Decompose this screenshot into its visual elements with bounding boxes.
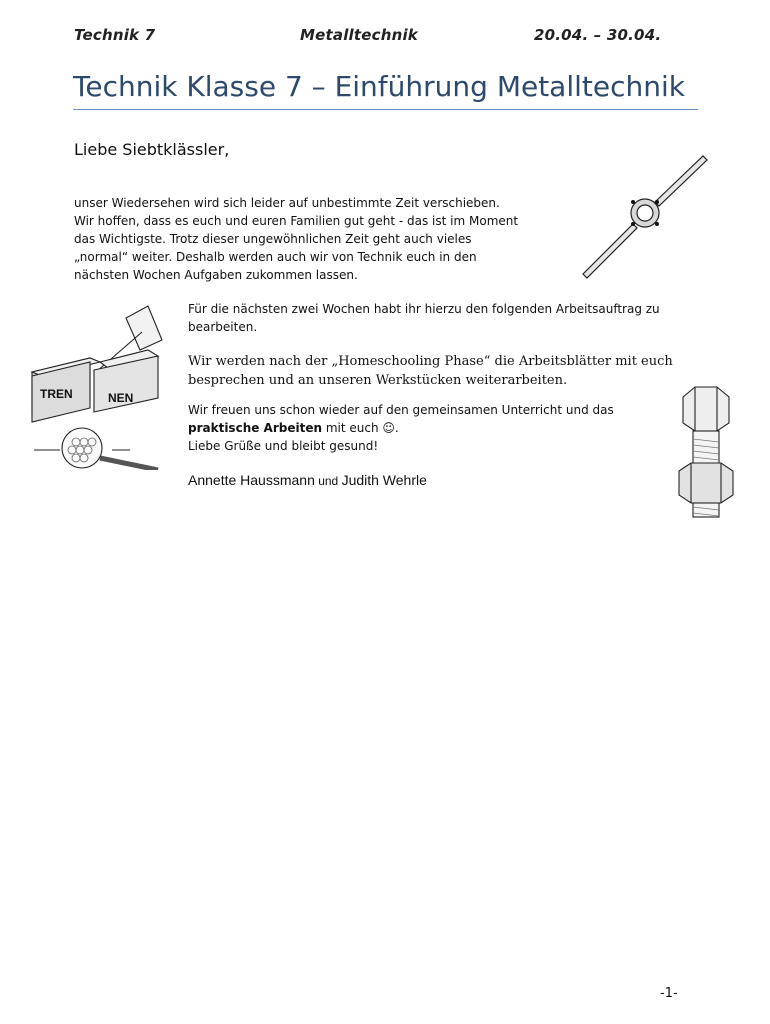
closing-line: Wir freuen uns schon wieder auf den gemeinsamen Unterricht und das (188, 403, 614, 417)
signature-name-1: Annette Haussmann (188, 472, 315, 488)
intro-line: Wir hoffen, dass es euch und euren Familien gut geht - das ist im Moment (74, 214, 519, 228)
header-date-range: 20.04. – 30.04. (534, 26, 662, 44)
bolt-nut-illustration (675, 385, 735, 520)
signature (188, 472, 427, 488)
intro-line: nächsten Wochen Aufgaben zukommen lassen. (74, 268, 358, 282)
closing-rest: mit euch ☺. (322, 421, 399, 435)
header-subject: Technik 7 (74, 26, 156, 44)
closing-paragraph (188, 401, 668, 455)
homeschooling-paragraph: Wir werden nach der „Homeschooling Phase“ die Arbeitsblätter mit euch besprechen und an unseren Werkstücken weiterarbeiten. (188, 354, 673, 388)
closing-line-2 (188, 419, 668, 437)
page-title: Technik Klasse 7 – Einführung Metalltechnik (73, 70, 698, 110)
task-paragraph: Für die nächsten zwei Wochen habt ihr hierzu den folgenden Arbeitsauftrag zu bearbeiten. (188, 302, 660, 334)
intro-paragraph (74, 194, 554, 284)
signature-conjunction: und (314, 474, 342, 488)
label-tren: TREN (40, 387, 73, 401)
die-stock-illustration (575, 150, 715, 285)
header-topic: Metalltechnik (300, 26, 418, 44)
intro-line: „normal“ weiter. Deshalb werden auch wir von Technik euch in den (74, 250, 477, 264)
page-number: -1- (660, 986, 678, 1001)
signature-name-2: Judith Wehrle (341, 472, 427, 488)
greeting: Liebe Siebtklässler, (74, 140, 230, 159)
closing-line: Liebe Grüße und bleibt gesund! (188, 439, 379, 453)
intro-line: unser Wiedersehen wird sich leider auf unbestimmte Zeit verschieben. (74, 196, 500, 210)
intro-line: das Wichtigste. Trotz dieser ungewöhnlichen Zeit geht auch vieles (74, 232, 472, 246)
cutting-illustration (30, 300, 180, 470)
label-nen: NEN (108, 391, 134, 405)
bold-phrase: praktische Arbeiten (188, 421, 323, 435)
